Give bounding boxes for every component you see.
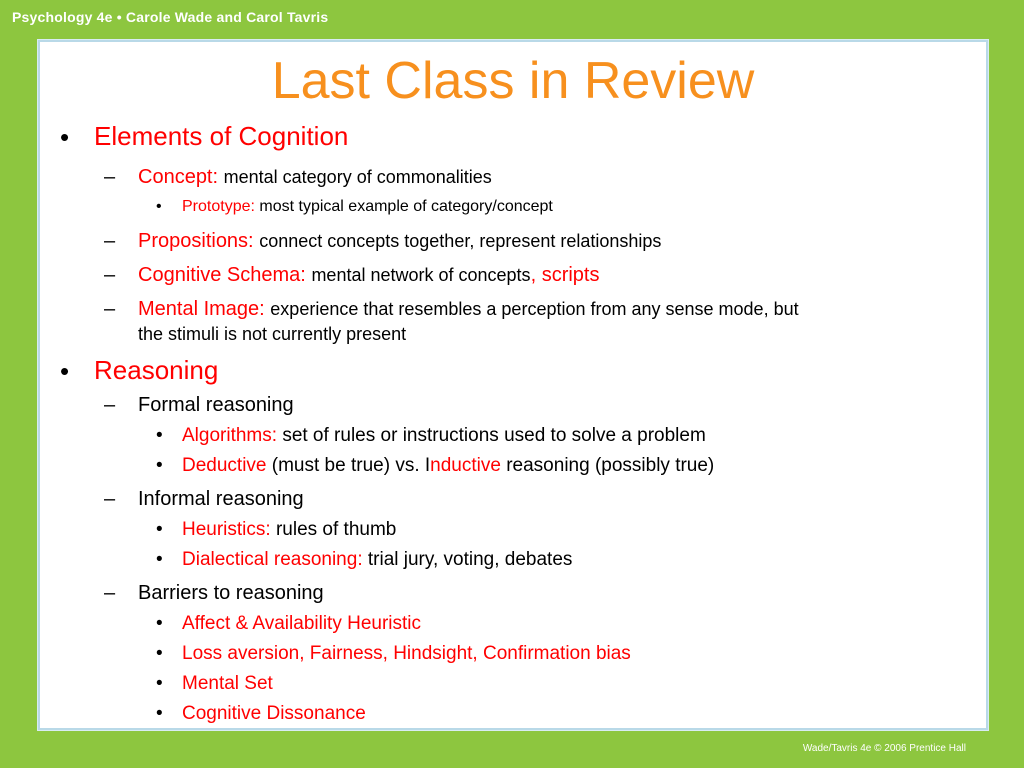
image-term: Mental Image:	[138, 298, 265, 320]
dialectical-desc: trial jury, voting, debates	[367, 549, 573, 570]
dash-marker: –	[104, 298, 116, 320]
heuristics-item	[182, 518, 396, 542]
barriers-reasoning: Barriers to reasoning	[138, 582, 324, 604]
schema-item	[138, 262, 599, 288]
barrier-item: Cognitive Dissonance	[182, 703, 366, 724]
slide-title: Last Class in Review	[271, 52, 755, 110]
schema-comma: ,	[530, 264, 542, 286]
dash-marker: –	[104, 394, 116, 416]
deductive-term: Deductive	[182, 455, 267, 476]
heuristics-desc: rules of thumb	[275, 519, 397, 540]
slide-panel	[38, 40, 988, 730]
propositions-item	[138, 228, 661, 254]
dash-marker: –	[104, 166, 116, 188]
algorithms-desc: set of rules or instructions used to solve a problem	[282, 425, 706, 446]
schema-scripts: scripts	[541, 264, 600, 286]
dialectical-item	[182, 548, 572, 572]
concept-desc: mental category of commonalities	[223, 167, 492, 187]
image-desc-line1: experience that resembles a perception from any sense mode, but	[270, 299, 799, 319]
algorithms-item	[182, 424, 706, 448]
dash-marker: –	[104, 264, 116, 286]
bullet-marker: •	[156, 198, 162, 215]
elements-heading: Elements of Cognition	[94, 121, 349, 151]
inductive-term: nductive	[430, 455, 501, 476]
dash-marker: –	[104, 488, 116, 510]
barrier-item: Loss aversion, Fairness, Hindsight, Confirmation bias	[182, 643, 631, 664]
heuristics-term: Heuristics:	[182, 519, 271, 540]
barrier-item: Mental Set	[182, 673, 273, 694]
bullet-marker: •	[156, 643, 163, 664]
dash-marker: –	[104, 230, 116, 252]
course-header: Psychology 4e • Carole Wade and Carol Tavris	[12, 9, 329, 25]
bullet-marker: •	[156, 613, 163, 634]
deductive-mid: (must be true) vs. I	[271, 455, 431, 476]
bullet-marker: •	[156, 703, 163, 724]
inductive-tail: reasoning (possibly true)	[506, 455, 715, 476]
dash-marker: –	[104, 582, 116, 604]
barrier-item: Affect & Availability Heuristic	[182, 613, 422, 634]
concept-item	[138, 164, 492, 190]
algorithms-term: Algorithms:	[182, 425, 278, 446]
bullet-marker: •	[156, 455, 163, 476]
concept-term: Concept:	[138, 166, 219, 188]
prototype-item	[182, 196, 553, 218]
reasoning-heading: Reasoning	[94, 355, 219, 385]
bullet-marker: •	[60, 122, 70, 152]
bullet-marker: •	[156, 519, 163, 540]
bullet-marker: •	[156, 549, 163, 570]
schema-term: Cognitive Schema:	[138, 264, 306, 286]
prototype-term: Prototype:	[182, 198, 255, 215]
propositions-desc: connect concepts together, represent relationships	[259, 231, 662, 251]
schema-desc: mental network of concepts	[311, 265, 531, 285]
formal-reasoning: Formal reasoning	[138, 394, 294, 416]
propositions-term: Propositions:	[138, 230, 254, 252]
prototype-desc: most typical example of category/concept	[259, 198, 553, 215]
bullet-marker: •	[60, 356, 70, 386]
image-desc-line2: the stimuli is not currently present	[138, 324, 407, 344]
copyright-footer: Wade/Tavris 4e © 2006 Prentice Hall	[802, 743, 966, 754]
informal-reasoning: Informal reasoning	[138, 488, 304, 510]
bullet-marker: •	[156, 425, 163, 446]
image-item	[138, 296, 799, 322]
dialectical-term: Dialectical reasoning:	[182, 549, 363, 570]
bullet-elements	[60, 122, 69, 152]
deductive-item	[182, 454, 714, 478]
bullet-marker: •	[156, 673, 163, 694]
